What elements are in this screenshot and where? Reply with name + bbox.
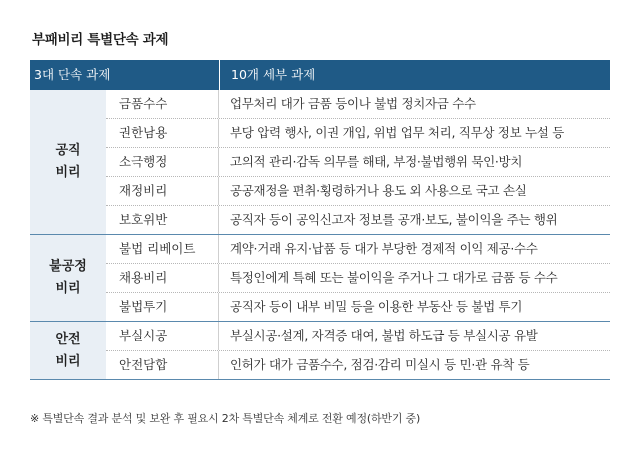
- detail-cell: 부당 압력 행사, 이권 개입, 위법 업무 처리, 직무상 정보 누설 등: [230, 125, 565, 140]
- category-cell: [30, 235, 106, 321]
- task-cell: 권한남용: [106, 119, 219, 147]
- detail-cell: 공직자 등이 공익신고자 정보를 공개·보도, 불이익을 주는 행위: [230, 212, 558, 227]
- task-cell: 보호위반: [106, 206, 219, 234]
- task-cell: 재정비리: [106, 177, 219, 205]
- detail-cell: 공공재정을 편취·횡령하거나 용도 외 사용으로 국고 손실: [230, 183, 527, 198]
- table-row: [106, 90, 610, 119]
- task-cell: 금품수수: [106, 90, 219, 118]
- detail-cell: 고의적 관리·감독 의무를 해태, 부정·불법행위 묵인·방치: [230, 154, 523, 169]
- group-rows: [106, 90, 610, 234]
- table-row: [106, 119, 610, 148]
- table-row: [106, 351, 610, 379]
- category-label-line: 불공정: [49, 259, 87, 274]
- task-cell: 부실시공: [106, 322, 219, 350]
- task-cell: 불법 리베이트: [106, 235, 219, 263]
- header-col-major-tasks: 3대 단속 과제: [34, 67, 111, 82]
- page-title: 부패비리 특별단속 과제: [32, 32, 169, 48]
- detail-cell: 부실시공·설계, 자격증 대여, 불법 하도급 등 부실시공 유발: [230, 328, 538, 343]
- table-group-public-corruption: [30, 90, 610, 235]
- task-cell: 불법투기: [106, 293, 219, 321]
- detail-cell: 계약·거래 유지·납품 등 대가 부당한 경제적 이익 제공·수수: [230, 241, 538, 256]
- category-label-line: 비리: [55, 353, 81, 369]
- detail-cell: 인허가 대가 금품수수, 점검·감리 미실시 등 민·관 유착 등: [230, 357, 530, 372]
- table-row: [106, 235, 610, 264]
- task-table: [30, 60, 610, 380]
- category-cell: [30, 90, 106, 234]
- task-cell: 소극행정: [106, 148, 219, 176]
- category-label-line: 안전: [55, 331, 81, 347]
- table-row: [106, 177, 610, 206]
- group-rows: [106, 235, 610, 321]
- category-label-line: 공직: [55, 143, 81, 158]
- table-header: [30, 60, 610, 90]
- category-label-line: 비리: [55, 281, 81, 296]
- task-cell: 안전담합: [106, 351, 219, 379]
- table-group-unfair-corruption: [30, 235, 610, 322]
- table-group-safety-corruption: [30, 322, 610, 380]
- table-row: [106, 148, 610, 177]
- header-col-detail-tasks: 10개 세부 과제: [219, 60, 315, 90]
- group-rows: [106, 322, 610, 379]
- footnote: ※ 특별단속 결과 분석 및 보완 후 필요시 2차 특별단속 체계로 전환 예정(하반기 중): [30, 412, 421, 425]
- detail-cell: 공직자 등이 내부 비밀 등을 이용한 부동산 등 불법 투기: [230, 299, 523, 314]
- detail-cell: 특정인에게 특혜 또는 불이익을 주거나 그 대가로 금품 등 수수: [230, 270, 558, 285]
- category-cell: [30, 322, 106, 379]
- category-label-line: 비리: [55, 165, 81, 180]
- table-row: [106, 264, 610, 293]
- detail-cell: 업무처리 대가 금품 등이나 불법 정치자금 수수: [230, 96, 476, 111]
- task-cell: 채용비리: [106, 264, 219, 292]
- table-row: [106, 322, 610, 351]
- table-row: [106, 206, 610, 234]
- table-row: [106, 293, 610, 321]
